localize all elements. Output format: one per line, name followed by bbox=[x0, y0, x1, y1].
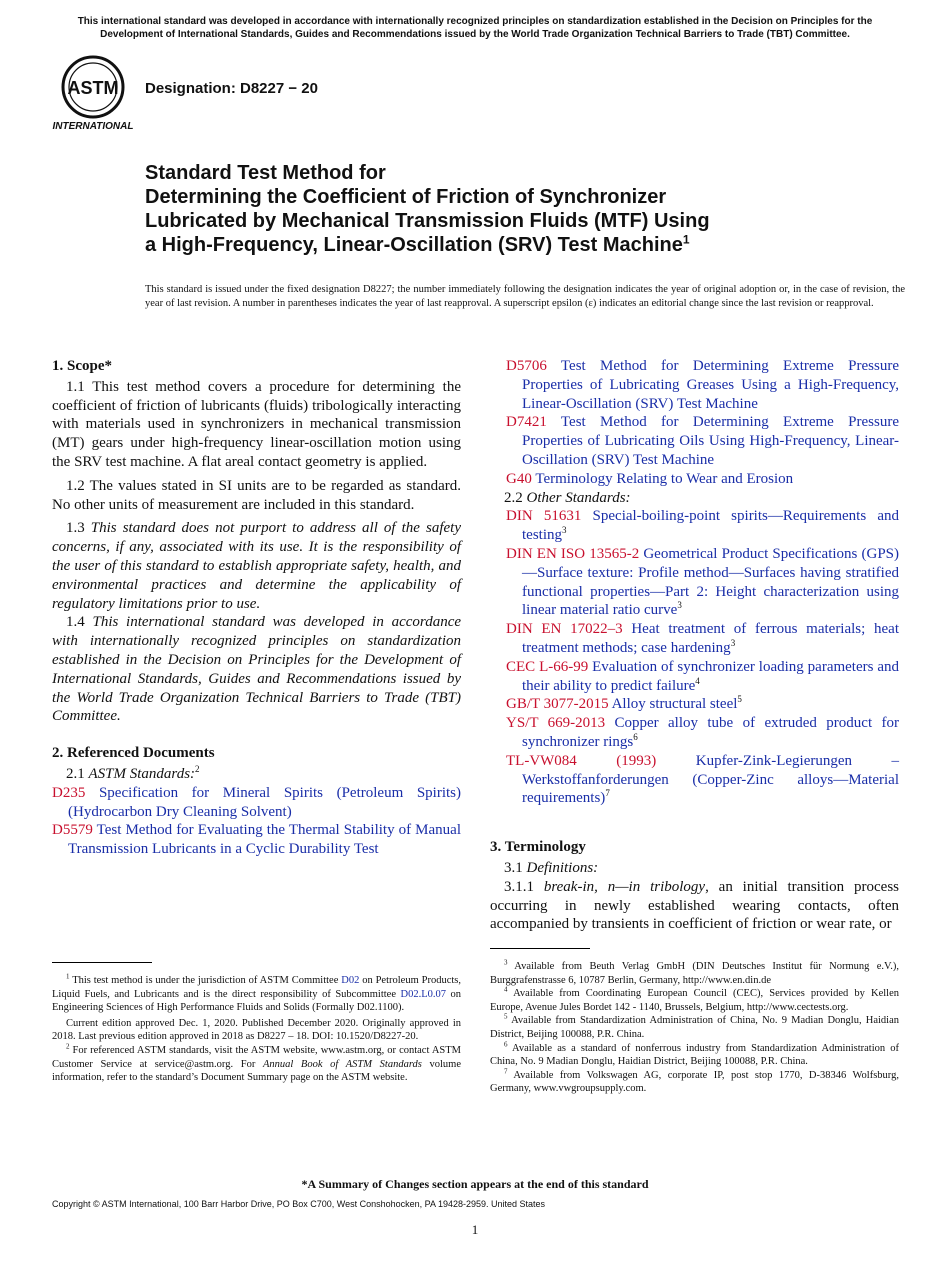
logo-text: INTERNATIONAL bbox=[52, 121, 134, 132]
ref-title-link[interactable]: Terminology Relating to Wear and Erosion bbox=[535, 470, 794, 487]
ref-code-link[interactable]: D235 bbox=[52, 784, 86, 801]
ref-d5706 bbox=[490, 357, 899, 413]
subcommittee-link[interactable]: D02.L0.07 bbox=[400, 988, 446, 1000]
footnotes-right bbox=[490, 960, 899, 1096]
ref-title-link[interactable]: Evaluation of synchronizer loading parameters and their ability to predict failure bbox=[522, 658, 900, 694]
ref-code-link[interactable]: G40 bbox=[506, 470, 532, 487]
title-footnote-mark: 1 bbox=[682, 232, 690, 247]
ref-code-link[interactable]: D5706 bbox=[506, 358, 547, 374]
ref-title-link[interactable]: Special-boiling-point spirits—Requirements and testing bbox=[522, 508, 900, 544]
title-line-4: a High-Frequency, Linear-Oscillation (SRV) Test Machine$^1$ bbox=[145, 232, 690, 256]
ref-din-en-17022-3: DIN EN 17022–3 Heat treatment of ferrous materials; heat treatment methods; case hardening$^3$ bbox=[506, 621, 900, 656]
ref-code-link[interactable]: DIN EN 17022–3 bbox=[506, 621, 623, 638]
ref-title-link[interactable]: Copper alloy tube of extruded product for synchronizer rings bbox=[522, 715, 899, 750]
issuance-note: This standard is issued under the fixed designation D8227; the number immediately following the designation indicates the year of original adoption or, in the case of revision, the year of last revision. A number in parentheses indicates the year of last reapproval. A superscript epsilon (ε) indicates an editorial change since the last revision or reapproval. bbox=[145, 284, 905, 309]
footnote-6: $^6$ Available as a standard of nonferrous industry from Standardization Administration of China, No. 9 Madian Donglu, Haidian District, Beijing 100088, P.R. China. bbox=[490, 1040, 900, 1068]
footnote-1-edition: Current edition approved Dec. 1, 2020. Published December 2020. Originally approved in 2018. Last previous edition approved in 2018 as D8227 – 18. DOI: 10.1520/D8227-20. bbox=[52, 1017, 461, 1043]
para-1-2: 1.2 The values stated in SI units are to be regarded as standard. No other units of measurement are included in this standard. bbox=[52, 477, 461, 513]
ref-tl-vw084: TL-VW084 (1993) Kupfer-Zink-Legierungen – Werkstoffanforderungen (Copper-Zinc alloys—Material requirements)$^7$ bbox=[506, 752, 899, 807]
committee-d02-link[interactable]: D02 bbox=[341, 975, 360, 986]
ref-title-link[interactable]: Alloy structural steel bbox=[611, 696, 738, 713]
ref-din-en-iso-13565-2: DIN EN ISO 13565-2 Geometrical Product Specifications (GPS)—Surface texture: Profile method—Surfaces having stratified functional properties—Part 2: Height characterization using linear material ratio curve$^3$ bbox=[506, 545, 899, 619]
ref-title-link[interactable]: Test Method for Evaluating the Thermal Stability of Manual Transmission Lubricants in a Cyclic Durability Test bbox=[68, 822, 461, 858]
ref-title-link[interactable]: Test Method for Determining Extreme Pressure Properties of Lubricating Oils Using High-Frequency, Linear-Oscillation (SRV) Test Machine bbox=[522, 414, 900, 468]
ref-d5579 bbox=[52, 821, 461, 859]
section-1-heading: 1. Scope* bbox=[52, 358, 112, 374]
ref-title-link[interactable]: Heat treatment of ferrous materials; heat treatment methods; case hardening bbox=[522, 621, 900, 656]
ref-code-link[interactable]: CEC L-66-99 bbox=[506, 658, 589, 675]
para-1-3: 1.3 This standard does not purport to address all of the safety concerns, if any, associated with its use. It is the responsibility of the user of this standard to establish appropriate safety, health, and environmental practices and determine the applicability of regulatory limitations prior to use. bbox=[52, 520, 461, 612]
ref-g40 bbox=[490, 470, 899, 489]
ref-title-link[interactable]: Test Method for Determining Extreme Pressure Properties of Lubricating Greases Using a High-Frequency, Linear-Oscillation (SRV) Test Machine bbox=[522, 358, 900, 412]
ref-code-link[interactable]: GB/T 3077-2015 bbox=[506, 696, 609, 713]
footnote-2: $^2$ For referenced ASTM standards, visit the ASTM website, www.astm.org, or contact ASTM Customer Service at service@astm.org. For Annual Book of ASTM Standards volume information, refer to the standard’s Document Summary page on the ASTM website. bbox=[52, 1042, 461, 1084]
ref-d235 bbox=[52, 784, 461, 822]
tbt-notice: This international standard was developed in accordance with internationally recognized principles on standardization established in the Decision on Principles for the Development of International Standards, Guides and Recommendations issued by the World Trade Organization Technical Barriers to Trade (TBT) Committee. bbox=[77, 16, 873, 40]
title-line-3: Lubricated by Mechanical Transmission Fluids (MTF) Using bbox=[145, 210, 710, 232]
ref-code-link[interactable]: D5579 bbox=[52, 822, 93, 839]
para-2-2: 2.2 Other Standards: bbox=[504, 489, 631, 506]
para-1-4: 1.4 This international standard was developed in accordance with internationally recognized principles on standardization established in the Decision on Principles for the Development of International Standards, Guides and Recommendations issued by the World Trade Organization Technical Barriers to Trade (TBT) Committee. bbox=[52, 614, 462, 725]
term-break-in: break-in, n—in tribology bbox=[543, 878, 706, 895]
summary-of-changes-note: *A Summary of Changes section appears at the end of this standard bbox=[301, 1177, 649, 1191]
section-2-heading: 2. Referenced Documents bbox=[52, 745, 215, 762]
logo-letters: ASTM bbox=[67, 78, 119, 98]
ref-code-link[interactable]: DIN EN ISO 13565-2 bbox=[506, 545, 640, 562]
ref-code-link[interactable]: D7421 bbox=[506, 414, 547, 431]
ref-din-51631: DIN 51631 Special-boiling-point spirits—Requirements and testing$^3$ bbox=[506, 508, 900, 544]
astm-logo bbox=[52, 55, 134, 133]
footnotes-left bbox=[52, 974, 461, 1085]
footnote-divider-right bbox=[490, 948, 590, 949]
ref-gbt-3077-2015: GB/T 3077-2015 Alloy structural steel$^5$ bbox=[506, 694, 742, 713]
footnote-5: $^5$ Available from Standardization Administration of China, No. 9 Madian Donglu, Haidian District, Beijing 100088, P.R. China. bbox=[490, 1012, 899, 1040]
para-1-1: 1.1 This test method covers a procedure for determining the coefficient of friction of lubricants (fluids) tribologically interacting with materials used in synchronizers in mechanical transmission (MT) gears under high-frequency linear-oscillation motion using the SRV test machine. A flat areal contact geometry is applied. bbox=[52, 378, 461, 470]
section-3-heading: 3. Terminology bbox=[490, 839, 586, 856]
para-3-1-1: 3.1.1 break-in, n—in tribology, an initial transition process occurring in newly established wearing contacts, often accompanied by transients in coefficient of friction or wear rate, or bbox=[490, 878, 900, 933]
ref-code-link[interactable]: TL-VW084 (1993) bbox=[506, 752, 657, 769]
right-column bbox=[490, 357, 899, 934]
ref-code-link[interactable]: YS/T 669-2013 bbox=[506, 715, 606, 732]
ref-cec-l-66-99: CEC L-66-99 Evaluation of synchronizer loading parameters and their ability to predict failure$^4$ bbox=[506, 658, 900, 694]
document-title bbox=[145, 161, 865, 257]
title-line-1: Standard Test Method for bbox=[145, 162, 386, 184]
ref-d7421 bbox=[490, 413, 899, 469]
footnote-divider-left bbox=[52, 962, 152, 963]
footnote-7: $^7$ Available from Volkswagen AG, corporate IP, post stop 1770, D-38346 Wolfsburg, Germany, www.vwgroupsupply.com. bbox=[490, 1067, 899, 1095]
footnote-4: $^4$ Available from Coordinating European Council (CEC), Services provided by Kellen Europe, Avenue Jules Bordet 142 - 1140, Brussels, Belgium, http://www.cectests.org. bbox=[490, 985, 900, 1013]
copyright: Copyright © ASTM International, 100 Barr Harbor Drive, PO Box C700, West Conshohocken, PA 19428-2959. United States bbox=[52, 1199, 546, 1209]
left-column bbox=[52, 357, 461, 859]
designation: Designation: D8227 − 20 bbox=[145, 80, 318, 97]
ref-title-link[interactable]: Kupfer-Zink-Legierungen – Werkstoffanforderungen (Copper-Zinc alloys—Material requirements) bbox=[522, 752, 899, 807]
ref-title-link[interactable]: Specification for Mineral Spirits (Petroleum Spirits) (Hydrocarbon Dry Cleaning Solvent) bbox=[68, 784, 461, 820]
page-number: 1 bbox=[471, 1222, 479, 1237]
ref-yst-669-2013: YS/T 669-2013 Copper alloy tube of extruded product for synchronizer rings$^6$ bbox=[506, 715, 899, 750]
para-3-1: 3.1 Definitions: bbox=[504, 859, 599, 876]
title-line-2: Determining the Coefficient of Friction of Synchronizer bbox=[145, 186, 667, 208]
ref-code-link[interactable]: DIN 51631 bbox=[506, 508, 582, 525]
para-2-1: 2.1 ASTM Standards:$^2$ bbox=[66, 763, 200, 782]
footnote-3: $^3$ Available from Beuth Verlag GmbH (DIN Deutsches Institut für Normung e.V.), Burggrafenstrasse 6, 10787 Berlin, Germany, http://www.en.din.de bbox=[490, 958, 900, 986]
footnote-1: $^1$ This test method is under the jurisdiction of ASTM Committee D02 on Petroleum Products, Liquid Fuels, and Lubricants and is the direct responsibility of Subcommittee D02.L0.07 on Engineering Sciences of High Performance Fluids and Solids (Formally D02.1100). bbox=[52, 972, 462, 1014]
ref-title-link[interactable]: Geometrical Product Specifications (GPS)—Surface texture: Profile method—Surfaces having stratified functional properties—Part 2: Height characterization using linear material ratio curve bbox=[522, 545, 899, 619]
